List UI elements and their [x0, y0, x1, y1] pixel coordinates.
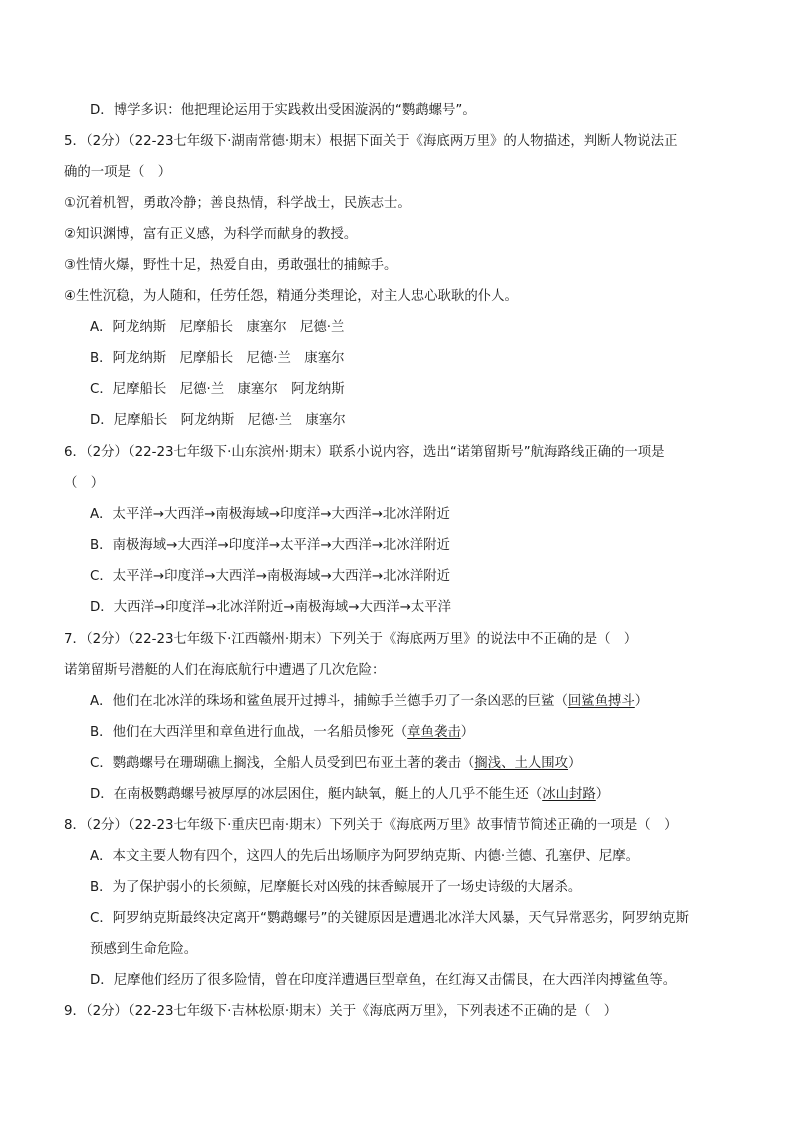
q5-description-2: ②知识渊博，富有正义感，为科学而献身的教授。: [64, 227, 358, 242]
q8-option-c-line-2: 预感到生命危险。: [90, 942, 198, 957]
q6-stem-line-2: （ ）: [64, 476, 105, 491]
q9-stem: 9．（2分）（22-23七年级下·吉林松原·期末）关于《海底两万里》，下列表述不正确的是（ ）: [64, 1004, 618, 1019]
q6-option-b: B．南极海域→大西洋→印度洋→太平洋→大西洋→北冰洋附近: [90, 538, 450, 553]
q7-option-d-close: ）: [595, 787, 610, 802]
q7-stem-line-2: 诺第留斯号潜艇的人们在海底航行中遭遇了几次危险：: [64, 663, 386, 678]
q7-option-c-text: C．鹦鹉螺号在珊瑚礁上搁浅，全船人员受到巴布亚土著的袭击（: [90, 756, 475, 771]
q8-option-b: B．为了保护弱小的长须鲸，尼摩艇长对凶残的抹香鲸展开了一场史诗级的大屠杀。: [90, 880, 582, 895]
q7-option-b-underlined: 章鱼袭击: [407, 725, 461, 740]
q7-stem-line-1: 7．（2分）（22-23七年级下·江西赣州·期末）下列关于《海底两万里》的说法中不正确的是（ ）: [64, 632, 638, 647]
q5-option-b: B．阿龙纳斯 尼摩船长 尼德·兰 康塞尔: [90, 351, 345, 366]
q7-option-b-close: ）: [460, 725, 475, 740]
q7-option-b-text: B．他们在大西洋里和章鱼进行血战，一名船员惨死（: [90, 725, 408, 740]
q5-stem-line-1: 5．（2分）（22-23七年级下·湖南常德·期末）根据下面关于《海底两万里》的人物描述，判断人物说法正: [64, 134, 678, 149]
q5-option-a: A．阿龙纳斯 尼摩船长 康塞尔 尼德·兰: [90, 320, 345, 335]
q7-option-a-text: A．他们在北冰洋的珠场和鲨鱼展开过搏斗，捕鲸手兰德手刃了一条凶恶的巨鲨（: [90, 694, 568, 709]
q7-option-d: [90, 785, 609, 805]
q6-option-c: C．太平洋→印度洋→大西洋→南极海域→大西洋→北冰洋附近: [90, 569, 451, 584]
q5-stem-line-2: 确的一项是（ ）: [64, 165, 172, 180]
q5-option-d: D．尼摩船长 阿龙纳斯 尼德·兰 康塞尔: [90, 413, 346, 428]
q7-option-a: [90, 692, 648, 712]
q7-option-d-text: D．在南极鹦鹉螺号被厚厚的冰层困住，艇内缺氧，艇上的人几乎不能生还（: [90, 787, 543, 802]
q7-option-c: [90, 754, 581, 774]
q4-option-d: D．博学多识：他把理论运用于实践救出受困漩涡的“鹦鹉螺号”。: [90, 103, 476, 118]
q7-option-c-close: ）: [568, 756, 582, 771]
q8-option-c-line-1: C．阿罗纳克斯最终决定离开“鹦鹉螺号”的关键原因是遭遇北冰洋大风暴，天气异常恶劣，阿罗纳克斯: [90, 911, 690, 926]
q8-option-d: D．尼摩他们经历了很多险情，曾在印度洋遭遇巨型章鱼，在红海又击儒艮，在大西洋肉搏鲨鱼等。: [90, 973, 677, 988]
q7-option-d-underlined: 冰山封路: [542, 787, 596, 802]
q7-option-c-underlined: 搁浅、土人围攻: [474, 756, 569, 771]
q6-option-a: A．太平洋→大西洋→南极海域→印度洋→大西洋→北冰洋附近: [90, 507, 450, 522]
q5-description-3: ③性情火爆，野性十足，热爱自由，勇敢强壮的捕鲸手。: [64, 258, 398, 273]
q8-stem: 8．（2分）（22-23七年级下·重庆巴南·期末）下列关于《海底两万里》故事情节简述正确的一项是（ ）: [64, 818, 678, 833]
q7-option-a-underlined: 回鲨鱼搏斗: [567, 694, 635, 709]
q5-description-4: ④生性沉稳，为人随和，任劳任怨，精通分类理论，对主人忠心耿耿的仆人。: [64, 289, 518, 304]
q5-option-c: C．尼摩船长 尼德·兰 康塞尔 阿龙纳斯: [90, 382, 345, 397]
q6-option-d: D．大西洋→印度洋→北冰洋附近→南极海域→大西洋→太平洋: [90, 600, 452, 615]
q7-option-b: [90, 723, 474, 743]
q6-stem-line-1: 6．（2分）（22-23七年级下·山东滨州·期末）联系小说内容，选出“诺第留斯号”航海路线正确的一项是: [64, 445, 665, 460]
q5-description-1: ①沉着机智，勇敢冷静；善良热情，科学战士，民族志士。: [64, 196, 411, 211]
q7-option-a-close: ）: [634, 694, 649, 709]
q8-option-a: A．本文主要人物有四个，这四人的先后出场顺序为阿罗纳克斯、内德·兰德、孔塞伊、尼摩。: [90, 849, 640, 864]
